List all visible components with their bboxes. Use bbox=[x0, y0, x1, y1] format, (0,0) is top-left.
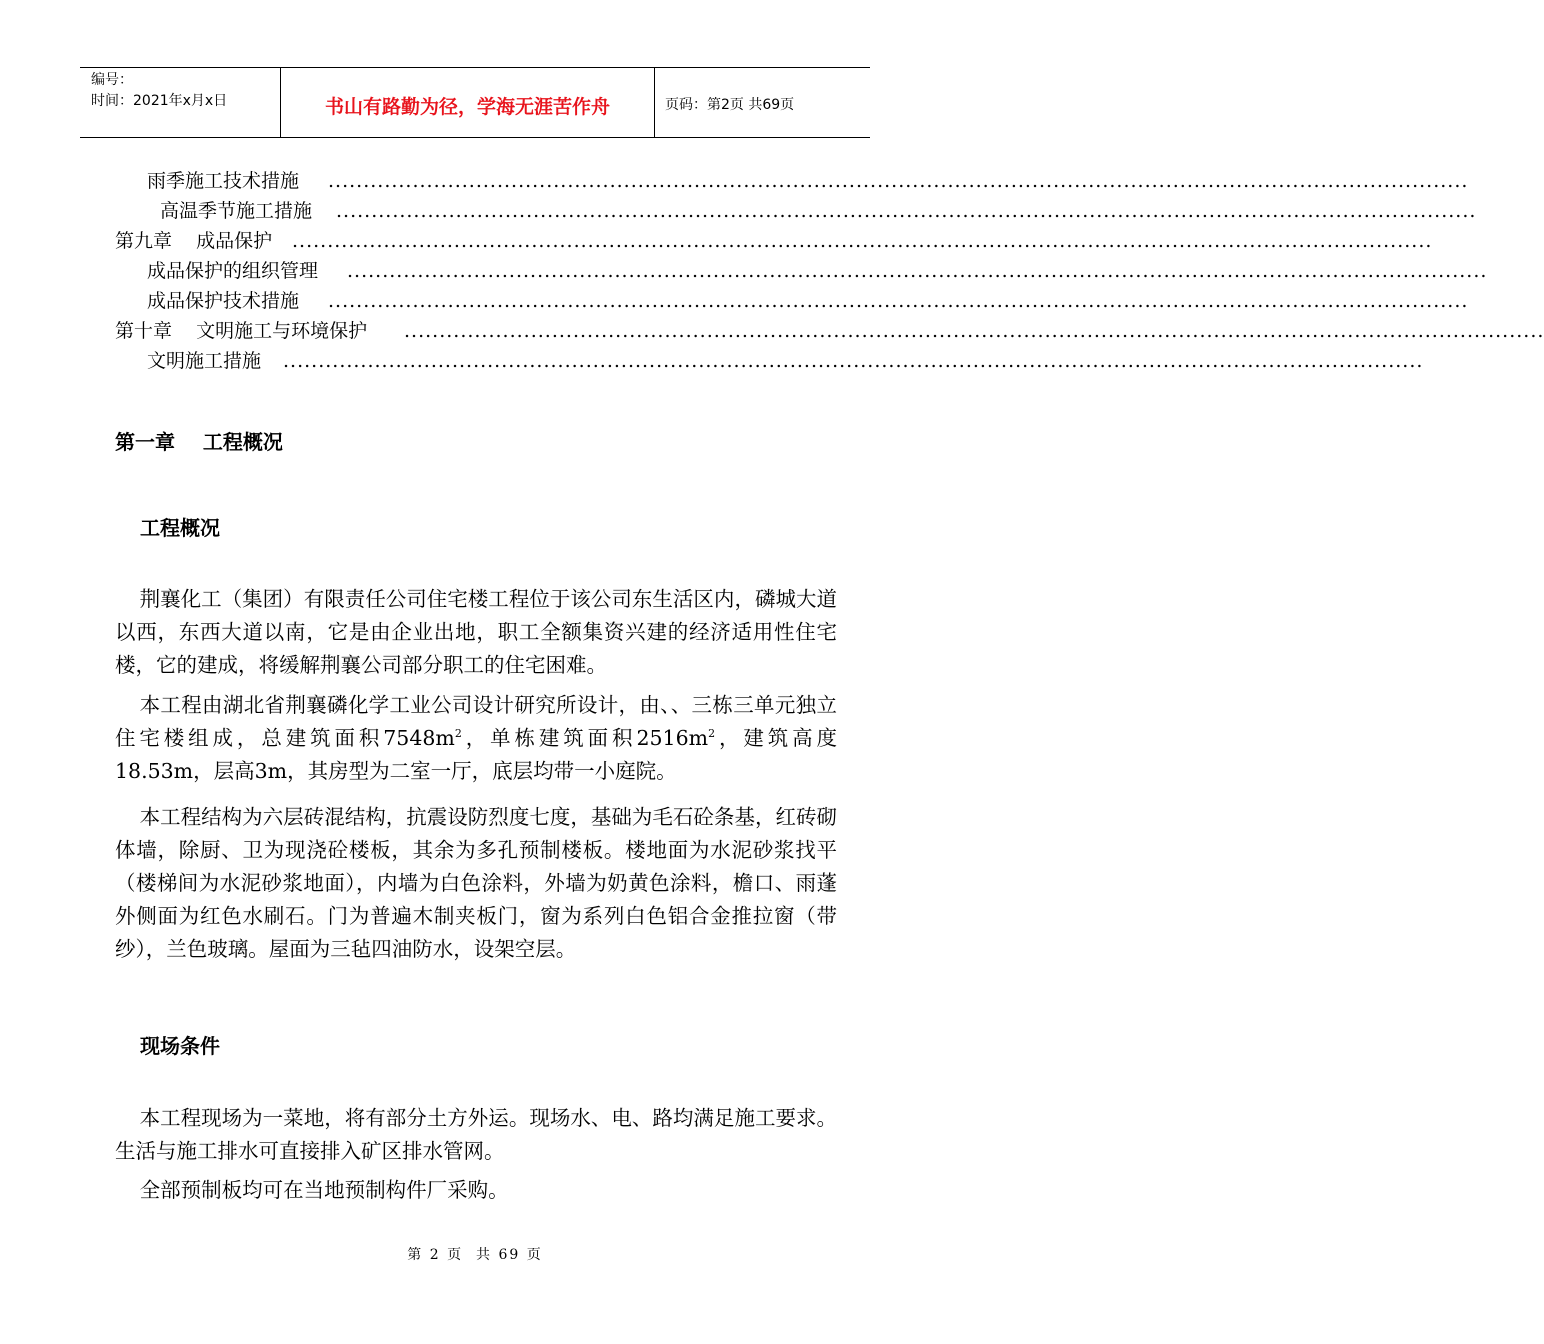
header-page-cell bbox=[655, 68, 870, 137]
section-title-site: 现场条件 bbox=[140, 1034, 220, 1058]
toc-item-label: 成品保护的组织管理 bbox=[147, 256, 319, 286]
page-info: 页码：第2页 共69页 bbox=[665, 97, 795, 113]
toc-leader-dots: .................................................................................................................................................................. bbox=[283, 350, 1424, 372]
paragraph-text: ，建筑高度18.53m，层高3m，其房型为二室一厅，底层均带一小庭院。 bbox=[115, 726, 837, 783]
motto: 书山有路勤为径，学海无涯苦作舟 bbox=[324, 96, 610, 118]
toc-leader-dots: .................................................................................................................................................................. bbox=[292, 230, 1433, 252]
superscript: 2 bbox=[708, 727, 716, 741]
page-header bbox=[80, 67, 870, 138]
paragraph-text: ，单栋建筑面积2516m bbox=[461, 726, 709, 750]
paragraph-overview-3: 本工程结构为六层砖混结构，抗震设防烈度七度，基础为毛石砼条基，红砖砌体墙，除厨、卫为现浇砼楼板，其余为多孔预制楼板。楼地面为水泥砂浆找平（楼梯间为水泥砂浆地面），内墙为白色涂料，外墙为奶黄色涂料，檐口、雨蓬外侧面为红色水刷石。门为普遍木制夹板门，窗为系列白色铝合金推拉窗（带纱），兰色玻璃。屋面为三毡四油防水，设架空层。 bbox=[115, 805, 837, 961]
toc-item-label: 文明施工措施 bbox=[147, 346, 262, 376]
toc-item[interactable] bbox=[0, 316, 1544, 346]
toc-item[interactable] bbox=[0, 256, 1488, 286]
toc-leader-dots: .................................................................................................................................................................. bbox=[328, 290, 1469, 312]
toc-item-label: 第十章 文明施工与环境保护 bbox=[115, 316, 368, 346]
page-footer: 第 2 页 共 69 页 bbox=[407, 1247, 543, 1263]
paragraph-overview-1: 荆襄化工（集团）有限责任公司住宅楼工程位于该公司东生活区内，磷城大道以西，东西大道以南，它是由企业出地，职工全额集资兴建的经济适用性住宅楼，它的建成，将缓解荆襄公司部分职工的住宅困难。 bbox=[115, 587, 837, 677]
superscript: 2 bbox=[454, 727, 462, 741]
toc-leader-dots: .................................................................................................................................................................. bbox=[404, 320, 1544, 342]
header-info-cell bbox=[80, 68, 281, 137]
toc-leader-dots: .................................................................................................................................................................. bbox=[336, 200, 1477, 222]
toc-item-label: 高温季节施工措施 bbox=[160, 196, 313, 226]
toc-item[interactable] bbox=[0, 166, 1469, 196]
number-label: 编号： bbox=[91, 72, 133, 88]
toc-leader-dots: .................................................................................................................................................................. bbox=[328, 170, 1469, 192]
paragraph-site-2: 全部预制板均可在当地预制构件厂采购。 bbox=[139, 1178, 509, 1202]
toc-item[interactable] bbox=[0, 346, 1424, 376]
toc-item-label: 第九章 成品保护 bbox=[115, 226, 273, 256]
header-motto-cell bbox=[281, 68, 655, 137]
toc-leader-dots: .................................................................................................................................................................. bbox=[347, 260, 1488, 282]
paragraph-overview-2 bbox=[115, 689, 837, 788]
paragraph-text: 本工程由湖北省荆襄磷化学工业公司设计研究所设计，由、、三栋三单元独立住宅楼组成，总建筑面积7548m bbox=[115, 693, 837, 750]
time-label: 时间：2021年x月x日 bbox=[91, 93, 228, 109]
toc-item[interactable] bbox=[0, 196, 1477, 226]
toc-item[interactable] bbox=[0, 226, 1433, 256]
chapter-title: 第一章 工程概况 bbox=[115, 430, 283, 454]
section-title-overview: 工程概况 bbox=[140, 516, 220, 540]
toc-item-label: 雨季施工技术措施 bbox=[147, 166, 300, 196]
toc-item[interactable] bbox=[0, 286, 1469, 316]
paragraph-site-1: 本工程现场为一菜地，将有部分土方外运。现场水、电、路均满足施工要求。生活与施工排水可直接排入矿区排水管网。 bbox=[115, 1106, 837, 1163]
toc-item-label: 成品保护技术措施 bbox=[147, 286, 300, 316]
